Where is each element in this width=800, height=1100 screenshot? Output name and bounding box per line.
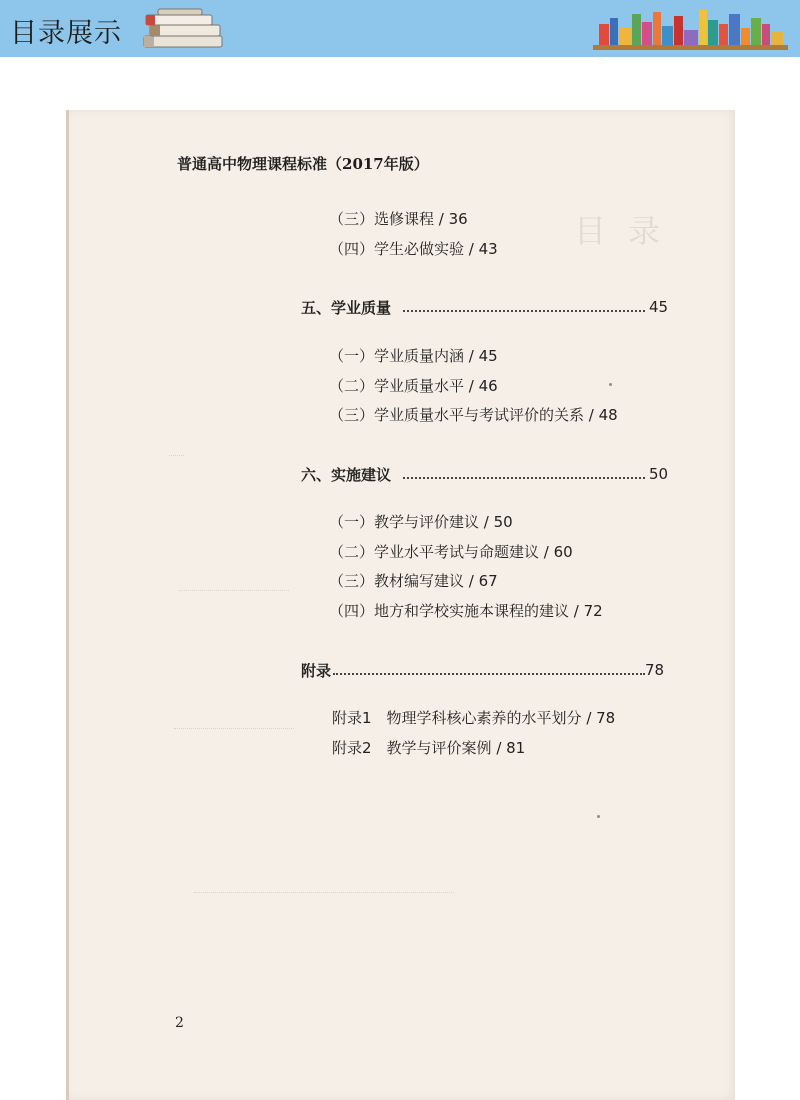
page-number: 2 (175, 1015, 184, 1031)
banner-title: 目录展示 (10, 18, 122, 49)
toc-item: （二）学业水平考试与命题建议 / 60 (329, 543, 573, 561)
toc-item: （一）教学与评价建议 / 50 (329, 513, 513, 531)
page-margin (735, 110, 800, 1100)
toc-leader-dots (403, 477, 645, 479)
toc-item: 附录2 教学与评价案例 / 81 (332, 739, 526, 757)
toc-item: 附录1 物理学科核心素养的水平划分 / 78 (332, 709, 616, 727)
toc-leader-dots (403, 310, 645, 312)
toc-item: （三）教材编写建议 / 67 (329, 572, 498, 590)
toc-item: （一）学业质量内涵 / 45 (329, 347, 498, 365)
toc-leader-dots (333, 673, 645, 675)
toc-section-page: 45 (649, 298, 669, 316)
toc-item: （三）学业质量水平与考试评价的关系 / 48 (329, 406, 618, 424)
bookshelf-icon (593, 4, 788, 52)
toc-item: （四）地方和学校实施本课程的建议 / 72 (329, 602, 603, 620)
paper-speck (597, 815, 600, 818)
toc-item: （四）学生必做实验 / 43 (329, 240, 498, 258)
bleed-through-decoration: 目录 (574, 212, 683, 250)
paper-speck (609, 383, 612, 386)
toc-item: （三）选修课程 / 36 (329, 210, 468, 228)
running-header: 普通高中物理课程标准（2017年版） (177, 155, 429, 173)
bleed-through-line (174, 728, 294, 729)
bleed-through-line (194, 892, 454, 893)
toc-section-heading: 六、实施建议 (301, 466, 392, 484)
toc-section-page: 50 (649, 465, 669, 483)
toc-item: （二）学业质量水平 / 46 (329, 377, 498, 395)
document-page (66, 110, 738, 1100)
toc-section-heading: 五、学业质量 (301, 299, 392, 317)
top-banner (0, 0, 800, 57)
stacked-books-icon (138, 6, 230, 52)
toc-section-page: 78 (645, 661, 665, 679)
toc-section-heading: 附录 (301, 662, 332, 680)
bleed-through-line (169, 455, 184, 456)
bleed-through-line (179, 590, 289, 591)
